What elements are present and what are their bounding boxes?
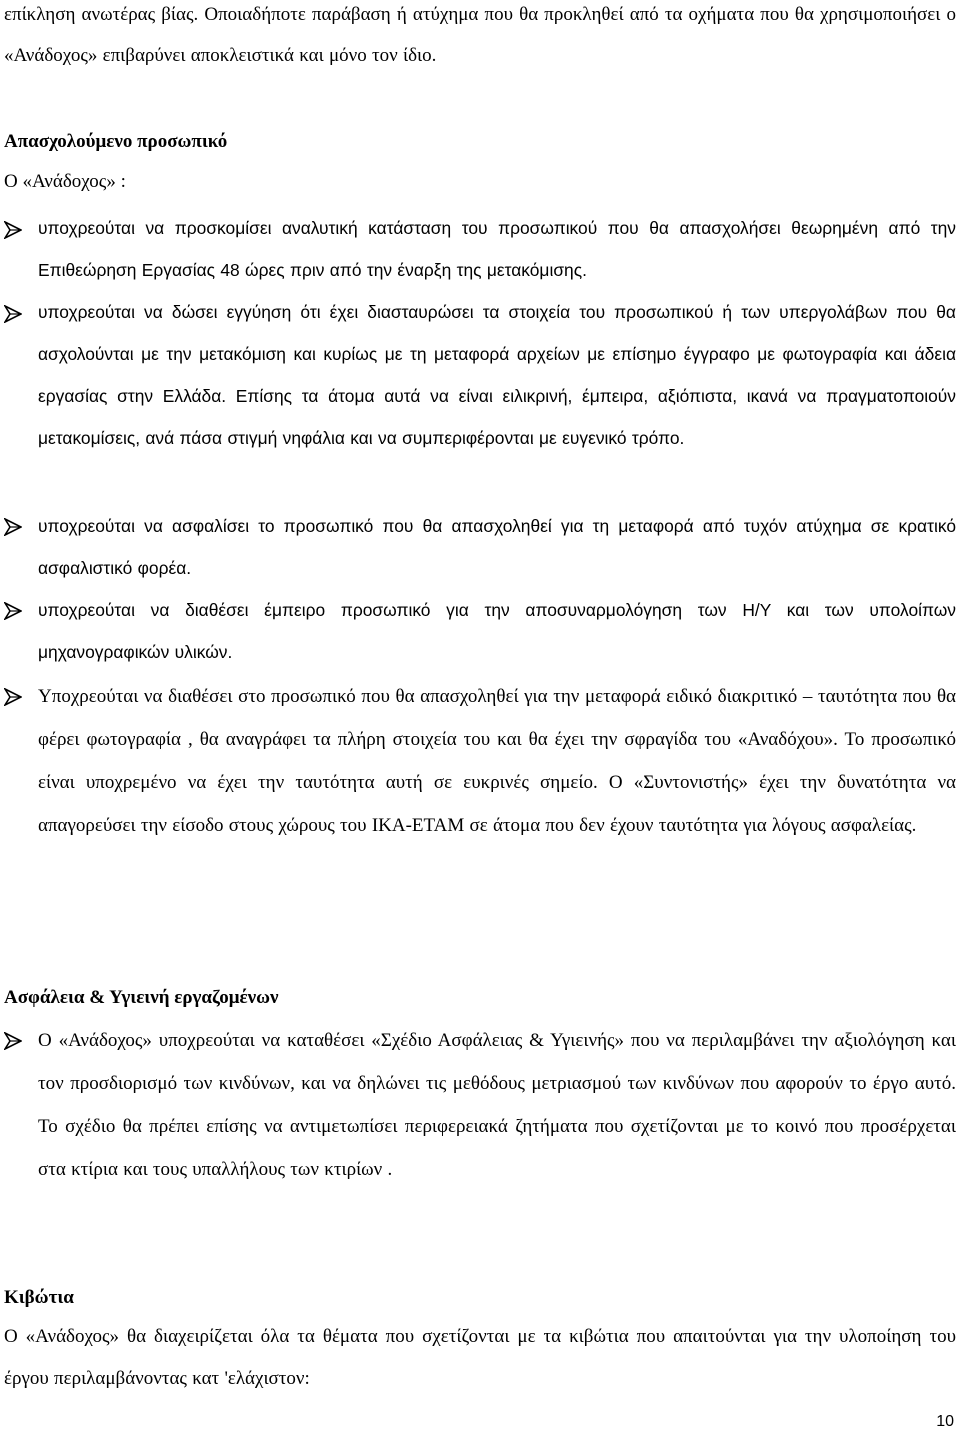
personnel-bullet-text: υποχρεούται να προσκομίσει αναλυτική κατάσταση του προσωπικού που θα απασχολήσει θεωρημένη από την Επιθεώρηση Εργασίας 48 ώρες πριν από την έναρξη της μετακόμισης. (38, 218, 956, 280)
arrow-bullet-icon (4, 518, 22, 536)
arrow-bullet-icon (4, 221, 22, 239)
arrow-bullet-icon (4, 305, 22, 323)
safety-heading: Ασφάλεια & Υγιεινή εργαζομένων (4, 987, 279, 1008)
arrow-bullet-icon (4, 688, 22, 706)
personnel-bullet-text: Υποχρεούται να διαθέσει στο προσωπικό που θα απασχοληθεί για την μεταφορά ειδικό διακριτικό – ταυτότητα που θα φέρει φωτογραφία , θα αναγράφει τα πλήρη στοιχεία του και θα έχει την σφραγίδα του «Αναδόχου». Το προσωπικό είναι υποχρεμένο να έχει την ταυτότητα αυτή σε ευκρινές σημείο. Ο «Συντονιστής» έχει την δυνατότητα να απαγορεύσει την είσοδο στους χώρους του ΙΚΑ-ΕΤΑΜ σε άτομα που δεν έχουν ταυτότητα για λόγους ασφαλείας. (38, 686, 956, 836)
personnel-heading: Απασχολούμενο προσωπικό (4, 131, 228, 152)
personnel-lead: Ο «Ανάδοχος» : (4, 171, 126, 192)
boxes-paragraph: Ο «Ανάδοχος» θα διαχειρίζεται όλα τα θέματα που σχετίζονται με τα κιβώτια που απαιτούνται για την υλοποίηση του έργου περιλαμβάνοντας κατ 'ελάχιστον: (4, 1326, 956, 1389)
arrow-bullet-icon (4, 602, 22, 620)
safety-bullet-text: Ο «Ανάδοχος» υποχρεούται να καταθέσει «Σχέδιο Ασφάλειας & Υγιεινής» που να περιλαμβάνει την αξιολόγηση και τον προσδιορισμό των κινδύνων, και να δηλώνει τις μεθόδους μετριασμού των κινδύνων που αφορούν το έργο αυτό. Το σχέδιο θα πρέπει επίσης να αντιμετωπίσει περιφερειακά ζητήματα που σχετίζονται με το κοινό που προσέρχεται στα κτίρια και τους υπαλλήλους των κτιρίων . (38, 1030, 956, 1180)
arrow-bullet-icon (4, 1032, 22, 1050)
personnel-bullet-text: υποχρεούται να διαθέσει έμπειρο προσωπικό για την αποσυναρμολόγηση των Η/Υ και των υπολοίπων μηχανογραφικών υλικών. (38, 600, 956, 662)
page-number: 10 (936, 1413, 954, 1430)
personnel-bullet-text: υποχρεούται να δώσει εγγύηση ότι έχει διασταυρώσει τα στοιχεία του προσωπικού ή των υπεργολάβων που θα ασχολούνται με την μετακόμιση και κυρίως με τη μεταφορά αρχείων με επίσημο έγγραφο με φωτογραφία και άδεια εργασίας στην Ελλάδα. Επίσης τα άτομα αυτά να είναι ειλικρινή, έμπειρα, αξιόπιστα, ικανά να πραγματοποιούν μετακομίσεις, ανά πάσα στιγμή νηφάλια και να συμπεριφέρονται με ευγενικό τρόπο. (38, 302, 956, 448)
boxes-heading: Κιβώτια (4, 1287, 74, 1308)
intro-paragraph: επίκληση ανωτέρας βίας. Οποιαδήποτε παράβαση ή ατύχημα που θα προκληθεί από τα οχήματα που θα χρησιμοποιήσει ο «Ανάδοχος» επιβαρύνει αποκλειστικά και μόνο τον ίδιο. (4, 4, 956, 66)
personnel-bullet-text: υποχρεούται να ασφαλίσει το προσωπικό που θα απασχοληθεί για τη μεταφορά από τυχόν ατύχημα σε κρατικό ασφαλιστικό φορέα. (38, 516, 956, 578)
